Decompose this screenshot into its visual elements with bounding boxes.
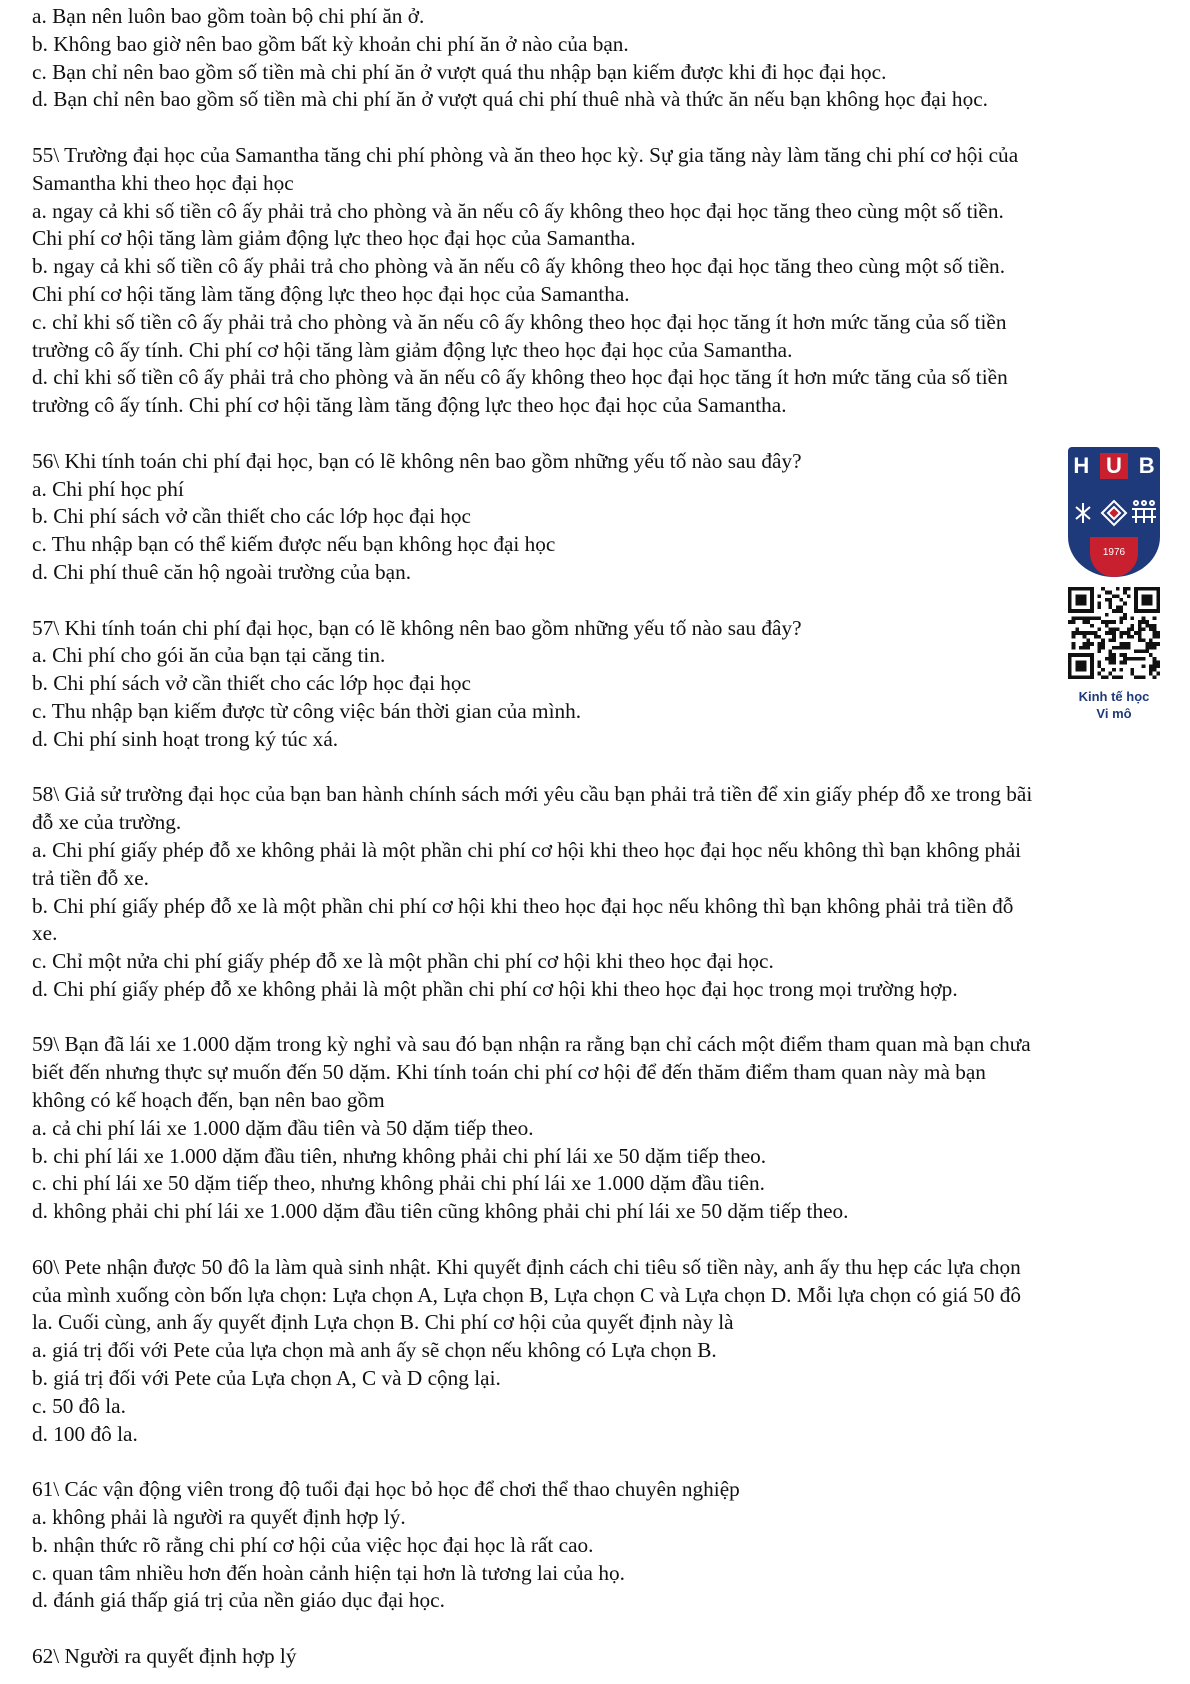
answer-option-line: d. Chi phí sinh hoạt trong ký túc xá. — [32, 726, 339, 751]
question-line: 56\ Khi tính toán chi phí đại học, bạn có lẽ không nên bao gồm những yếu tố nào sau đây? — [32, 448, 802, 473]
answer-option-line: d. chỉ khi số tiền cô ấy phải trả cho phòng và ăn nếu cô ấy không theo học đại học tăng ít hơn mức tăng của số tiền — [32, 365, 1008, 390]
answer-option-line: b. giá trị đối với Pete của Lựa chọn A, C và D cộng lại. — [32, 1366, 501, 1391]
answer-option-line: a. Chi phí giấy phép đỗ xe không phải là một phần chi phí cơ hội khi theo học đại học nếu không thì bạn không phải — [32, 837, 1022, 862]
answer-option-line: d. Bạn chỉ nên bao gồm số tiền mà chi phí ăn ở vượt quá chi phí thuê nhà và thức ăn nếu bạn không học đại học. — [32, 87, 988, 112]
question-text-body — [32, 3, 1172, 1671]
answer-option-line: a. Chi phí cho gói ăn của bạn tại căng tin. — [32, 643, 386, 668]
answer-option-line: a. không phải là người ra quyết định hợp lý. — [32, 1505, 406, 1530]
blank-line — [32, 420, 1160, 448]
text-line: đỗ xe của trường. — [32, 810, 182, 835]
answer-option-line: b. Chi phí sách vở cần thiết cho các lớp học đại học — [32, 504, 471, 529]
question-line: 55\ Trường đại học của Samantha tăng chi phí phòng và ăn theo học kỳ. Sự gia tăng này làm tăng chi phí cơ hội của — [32, 142, 1019, 167]
logo-year: 1976 — [1102, 547, 1126, 558]
answer-option-line: c. Bạn chỉ nên bao gồm số tiền mà chi phí ăn ở vượt quá thu nhập bạn kiếm được khi đi học đại học. — [32, 59, 887, 84]
text-line: trường cô ấy tính. Chi phí cơ hội tăng làm giảm động lực theo học đại học của Samantha. — [32, 337, 793, 362]
answer-option-line: a. giá trị đối với Pete của lựa chọn mà anh ấy sẽ chọn nếu không có Lựa chọn B. — [32, 1338, 717, 1363]
answer-option-line: b. chi phí lái xe 1.000 dặm đầu tiên, nhưng không phải chi phí lái xe 50 dặm tiếp theo. — [32, 1143, 767, 1168]
text-line: trường cô ấy tính. Chi phí cơ hội tăng làm tăng động lực theo học đại học của Samantha. — [32, 393, 787, 418]
blank-line — [32, 1004, 1160, 1032]
blank-line — [32, 1226, 1160, 1254]
question-line: 59\ Bạn đã lái xe 1.000 dặm trong kỳ nghỉ và sau đó bạn nhận ra rằng bạn chỉ cách một điểm tham quan mà bạn chưa — [32, 1032, 1031, 1057]
answer-option-line: b. Chi phí sách vở cần thiết cho các lớp học đại học — [32, 671, 471, 696]
question-line: 57\ Khi tính toán chi phí đại học, bạn có lẽ không nên bao gồm những yếu tố nào sau đây? — [32, 615, 802, 640]
blank-line — [32, 114, 1160, 142]
answer-option-line: d. 100 đô la. — [32, 1421, 138, 1446]
blank-line — [32, 1615, 1160, 1643]
blank-line — [32, 1448, 1160, 1476]
text-line: trả tiền đỗ xe. — [32, 865, 149, 890]
qr-code-icon — [1068, 587, 1160, 679]
answer-option-line: a. Bạn nên luôn bao gồm toàn bộ chi phí ăn ở. — [32, 4, 425, 28]
answer-option-line: a. Chi phí học phí — [32, 476, 184, 501]
question-line: 58\ Giả sử trường đại học của bạn ban hành chính sách mới yêu cầu bạn phải trả tiền để xin giấy phép đỗ xe trong bãi — [32, 782, 1033, 807]
answer-option-line: b. ngay cả khi số tiền cô ấy phải trả cho phòng và ăn nếu cô ấy không theo học đại học tăng theo cùng một số tiền. — [32, 254, 1006, 279]
answer-option-line: d. đánh giá thấp giá trị của nền giáo dục đại học. — [32, 1588, 445, 1613]
answer-option-line: c. Chỉ một nửa chi phí giấy phép đỗ xe là một phần chi phí cơ hội khi theo học đại học. — [32, 949, 774, 974]
blank-line — [32, 754, 1160, 782]
logo-letter-u: U — [1100, 453, 1128, 479]
logo-caption-line2: Vi mô — [1096, 706, 1132, 721]
answer-option-line: a. ngay cả khi số tiền cô ấy phải trả cho phòng và ăn nếu cô ấy không theo học đại học tăng theo cùng một số tiền. — [32, 198, 1004, 223]
hub-shield-logo — [1068, 447, 1160, 577]
answer-option-line: b. Không bao giờ nên bao gồm bất kỳ khoản chi phí ăn ở nào của bạn. — [32, 31, 629, 56]
text-line: của mình xuống còn bốn lựa chọn: Lựa chọn A, Lựa chọn B, Lựa chọn C và Lựa chọn D. Mỗi lựa chọn có giá 50 đô — [32, 1282, 1022, 1307]
question-line: 62\ Người ra quyết định hợp lý — [32, 1644, 297, 1669]
text-line: biết đến nhưng thực sự muốn đến 50 dặm. Khi tính toán chi phí cơ hội để đến thăm điểm tham quan này mà bạn — [32, 1060, 986, 1085]
logo-caption-line1: Kinh tế học — [1078, 689, 1150, 704]
text-line: không có kế hoạch đến, bạn nên bao gồm — [32, 1088, 385, 1113]
text-line: Samantha khi theo học đại học — [32, 170, 294, 195]
blank-line — [32, 587, 1160, 615]
text-line: Chi phí cơ hội tăng làm tăng động lực theo học đại học của Samantha. — [32, 281, 630, 306]
answer-option-line: d. Chi phí giấy phép đỗ xe không phải là một phần chi phí cơ hội khi theo học đại học trong mọi trường hợp. — [32, 976, 958, 1001]
answer-option-line: b. Chi phí giấy phép đỗ xe là một phần chi phí cơ hội khi theo học đại học nếu không thì bạn không phải trả tiền đỗ — [32, 893, 1014, 918]
logo-letter-h: H — [1073, 453, 1090, 478]
text-line: xe. — [32, 921, 58, 946]
logo-emblem-icon — [1068, 493, 1160, 533]
logo-letters — [1068, 453, 1160, 479]
answer-option-line: b. nhận thức rõ rằng chi phí cơ hội của việc học đại học là rất cao. — [32, 1532, 594, 1557]
answer-option-line: d. Chi phí thuê căn hộ ngoài trường của bạn. — [32, 559, 412, 584]
hub-logo-block — [1068, 447, 1160, 775]
answer-option-line: c. Thu nhập bạn có thể kiếm được nếu bạn không học đại học — [32, 532, 556, 557]
answer-option-line: a. cả chi phí lái xe 1.000 dặm đầu tiên và 50 dặm tiếp theo. — [32, 1115, 534, 1140]
text-line: Chi phí cơ hội tăng làm giảm động lực theo học đại học của Samantha. — [32, 226, 636, 251]
answer-option-line: c. quan tâm nhiều hơn đến hoàn cảnh hiện tại hơn là tương lai của họ. — [32, 1560, 625, 1585]
logo-letter-b: B — [1138, 453, 1155, 478]
question-line: 60\ Pete nhận được 50 đô la làm quà sinh nhật. Khi quyết định cách chi tiêu số tiền này, anh ấy thu hẹp các lựa chọn — [32, 1254, 1021, 1279]
answer-option-line: d. không phải chi phí lái xe 1.000 dặm đầu tiên cũng không phải chi phí lái xe 50 dặm tiếp theo. — [32, 1199, 849, 1224]
text-line: la. Cuối cùng, anh ấy quyết định Lựa chọn B. Chi phí cơ hội của quyết định này là — [32, 1310, 734, 1335]
answer-option-line: c. chi phí lái xe 50 dặm tiếp theo, nhưng không phải chi phí lái xe 1.000 dặm đầu tiên. — [32, 1171, 765, 1196]
answer-option-line: c. 50 đô la. — [32, 1393, 126, 1418]
answer-option-line: c. Thu nhập bạn kiếm được từ công việc bán thời gian của mình. — [32, 698, 582, 723]
answer-option-line: c. chỉ khi số tiền cô ấy phải trả cho phòng và ăn nếu cô ấy không theo học đại học tăng ít hơn mức tăng của số tiền — [32, 309, 1007, 334]
question-line: 61\ Các vận động viên trong độ tuổi đại học bỏ học để chơi thể thao chuyên nghiệp — [32, 1477, 740, 1502]
